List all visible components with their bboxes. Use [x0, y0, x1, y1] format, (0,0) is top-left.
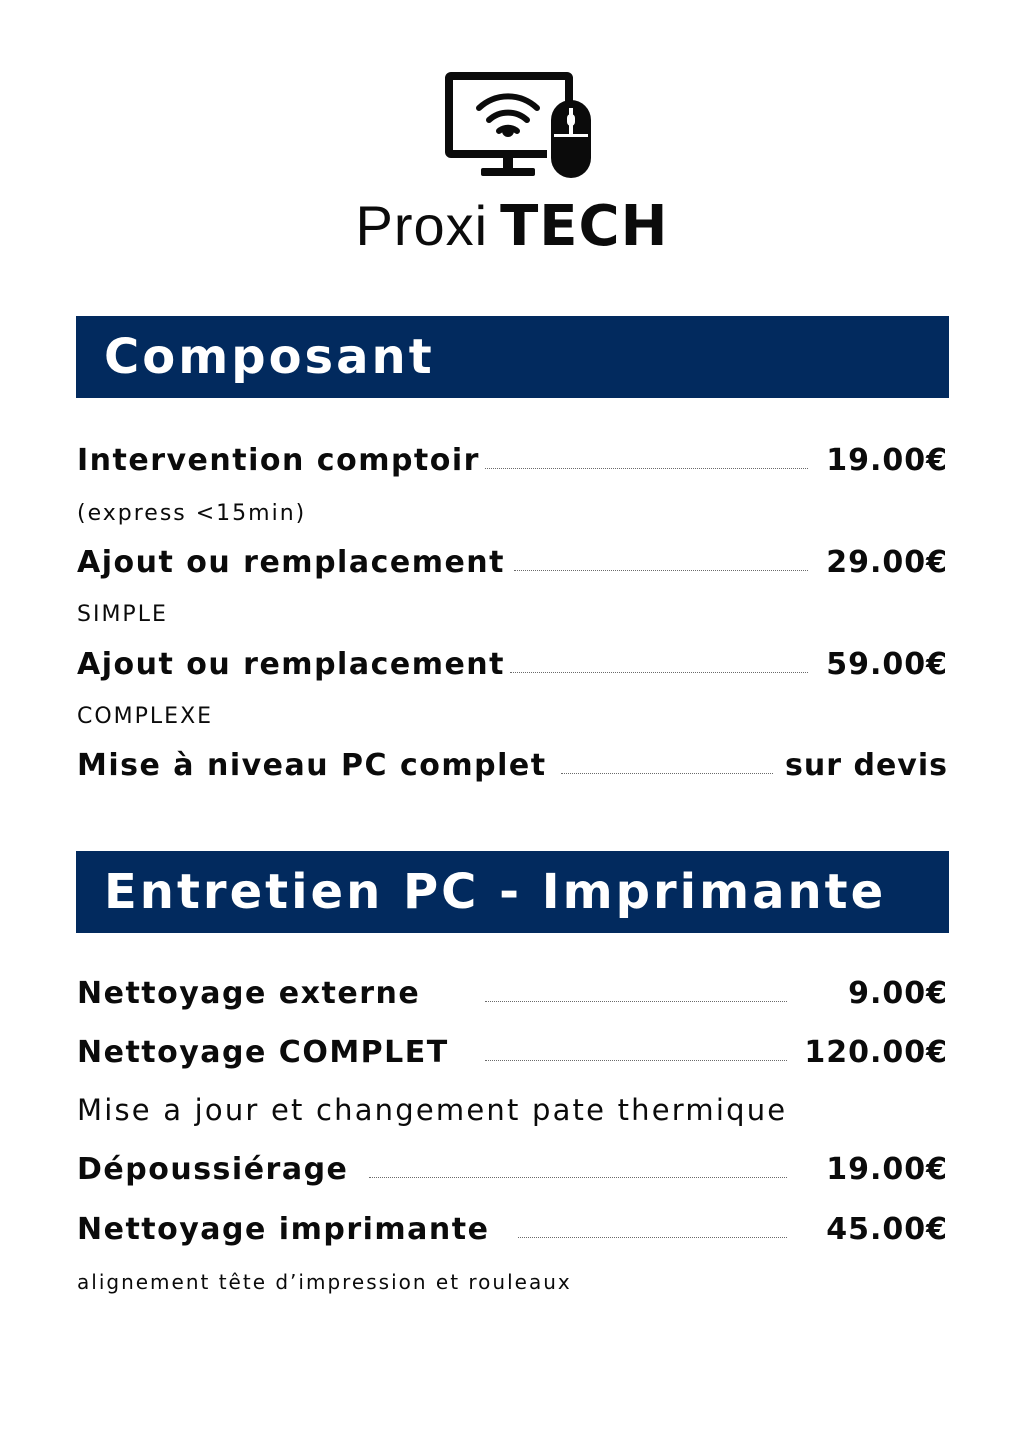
dotted-leader: [485, 1001, 787, 1002]
service-label: Nettoyage externe: [77, 976, 421, 1011]
price-row: [77, 543, 948, 583]
dotted-leader: [514, 570, 808, 571]
price-row: [77, 1033, 948, 1073]
service-note: SIMPLE: [77, 602, 168, 627]
service-label: Ajout ou remplacement: [77, 545, 506, 580]
dotted-leader: [485, 468, 808, 469]
section-title: Composant: [104, 329, 435, 385]
price-row: [77, 1150, 948, 1190]
service-label: Nettoyage imprimante: [77, 1212, 490, 1247]
section-header-entretien: [76, 851, 949, 933]
service-price: 29.00€: [826, 545, 948, 580]
service-price: 9.00€: [848, 976, 948, 1011]
brand-name: [0, 194, 1024, 259]
price-row: [77, 746, 948, 786]
service-label: Intervention comptoir: [77, 443, 480, 478]
price-row: [77, 974, 948, 1014]
dotted-leader: [518, 1237, 787, 1238]
service-note: (express <15min): [77, 501, 307, 526]
dotted-leader: [561, 773, 773, 774]
price-row: [77, 441, 948, 481]
price-row: [77, 645, 948, 685]
service-price: 19.00€: [826, 443, 948, 478]
service-price: 19.00€: [826, 1152, 948, 1187]
brand-name-light: Proxi: [355, 194, 489, 257]
dotted-leader: [369, 1177, 787, 1178]
dotted-leader: [510, 672, 808, 673]
section-header-composant: [76, 316, 949, 398]
price-row: [77, 1210, 948, 1250]
service-label: Ajout ou remplacement: [77, 647, 506, 682]
section-title: Entretien PC - Imprimante: [104, 864, 887, 920]
dotted-leader: [485, 1060, 787, 1061]
service-note: Mise a jour et changement pate thermique: [77, 1093, 788, 1127]
brand-name-bold: TECH: [500, 194, 669, 259]
service-note: COMPLEXE: [77, 704, 214, 729]
computer-mouse-wifi-icon: [441, 68, 593, 180]
service-label: Mise à niveau PC complet: [77, 748, 547, 783]
service-price: 59.00€: [826, 647, 948, 682]
service-note: alignement tête d’impression et rouleaux: [77, 1270, 572, 1294]
service-price: 45.00€: [826, 1212, 948, 1247]
logo: [0, 68, 1024, 258]
service-label: Dépoussiérage: [77, 1152, 349, 1187]
service-price: sur devis: [785, 748, 948, 783]
service-label: Nettoyage COMPLET: [77, 1035, 449, 1070]
service-price: 120.00€: [804, 1035, 948, 1070]
